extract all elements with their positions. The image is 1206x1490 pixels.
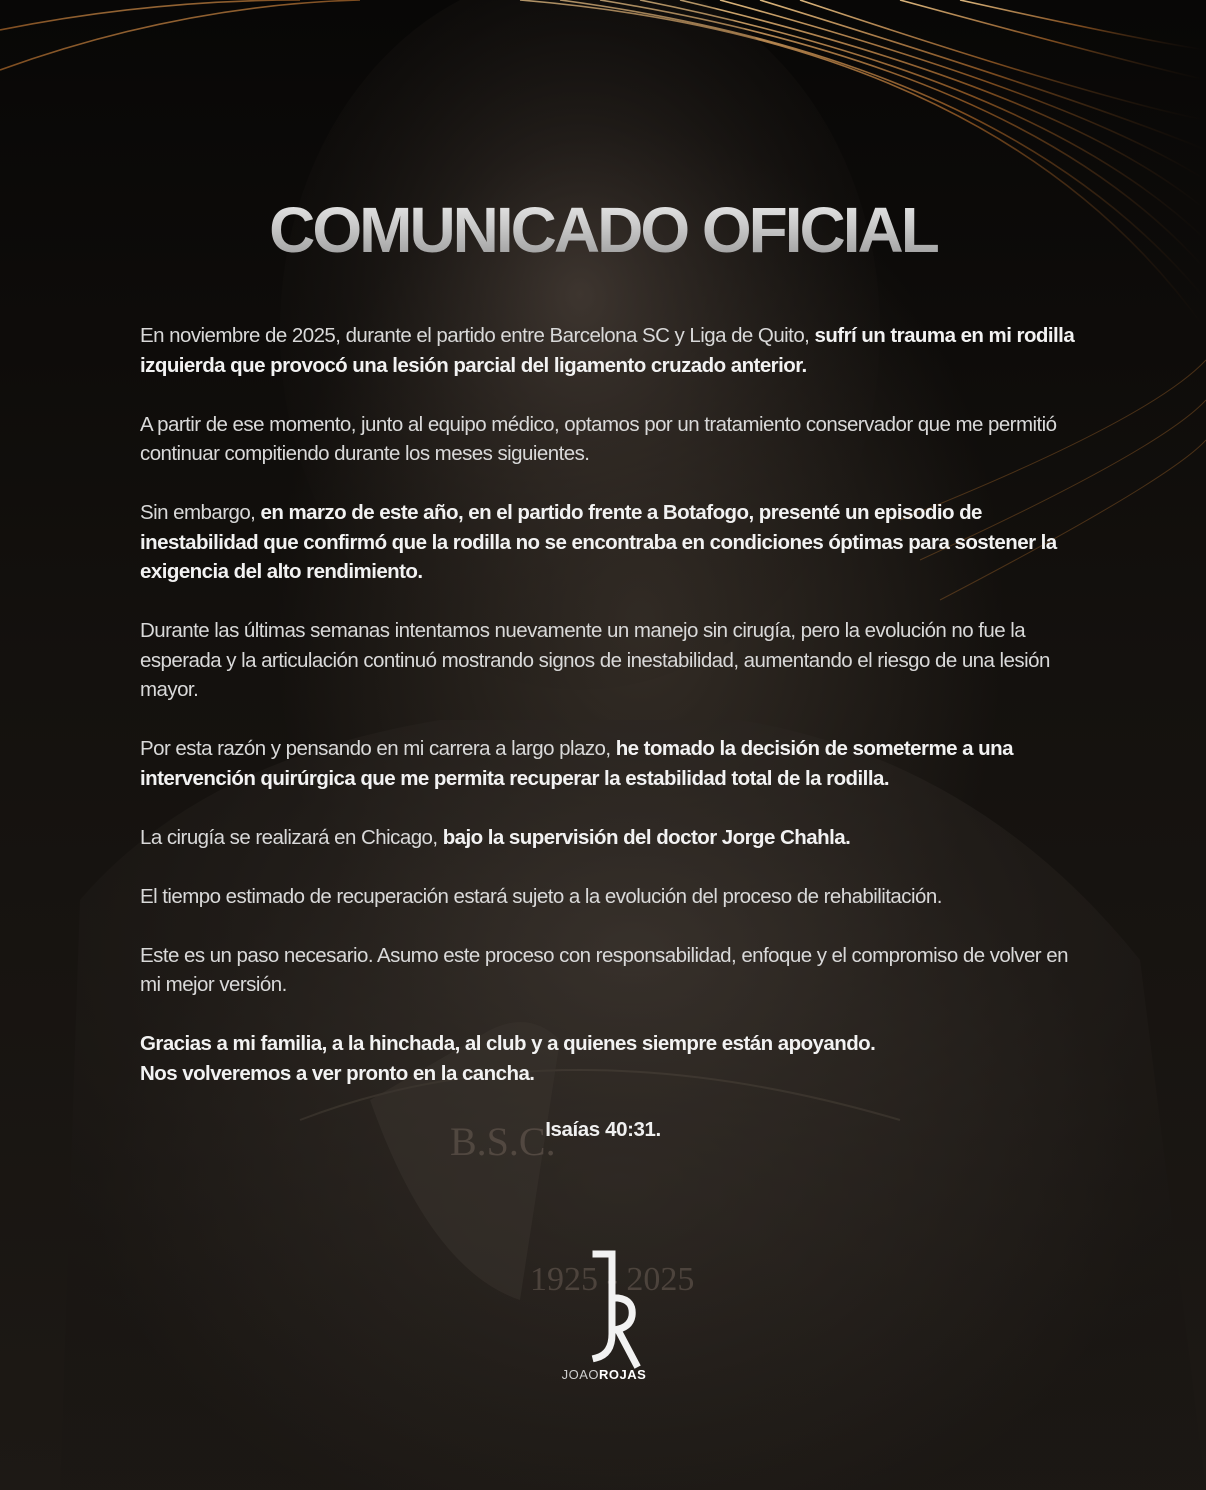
paragraph-text: El tiempo estimado de recuperación estará sujeto a la evolución del proceso de rehabilitación.	[140, 884, 942, 908]
statement-paragraph	[140, 882, 1080, 912]
emphasized-text: en marzo de este año, en el partido frente a Botafogo, presenté un episodio de inestabilidad que confirmó que la rodilla no se encontraba en condiciones óptimas para sostener la exigencia del alto rendimiento.	[140, 501, 1057, 583]
emphasized-text: sufrí un trauma en mi rodilla izquierda que provocó una lesión parcial del ligamento cruzado anterior.	[140, 324, 1075, 377]
paragraph-text: Sin embargo,	[140, 501, 261, 524]
statement-paragraph	[140, 1029, 1080, 1088]
logo-wordmark	[556, 1367, 652, 1382]
wordmark-first-name: JOAO	[561, 1367, 600, 1382]
paragraph-text: A partir de ese momento, junto al equipo médico, optamos por un tratamiento conservador que me permitió continuar compitiendo durante los meses siguientes.	[140, 412, 1057, 465]
wordmark-last-name: ROJAS	[599, 1367, 647, 1382]
statement-paragraph	[140, 616, 1080, 705]
paragraph-text: En noviembre de 2025, durante el partido entre Barcelona SC y Liga de Quito,	[140, 324, 815, 347]
paragraph-text: Durante las últimas semanas intentamos nuevamente un manejo sin cirugía, pero la evolución no fue la esperada y la articulación continuó mostrando signos de inestabilidad, aumentando el riesgo de una lesión mayor.	[140, 619, 1050, 701]
bible-verse: Isaías 40:31.	[545, 1118, 661, 1141]
paragraph-text: La cirugía se realizará en Chicago,	[140, 825, 443, 849]
jr-monogram-icon	[556, 1246, 652, 1386]
emphasized-text: Nos volveremos a ver pronto en la cancha.	[140, 1061, 535, 1085]
statement-paragraph	[140, 823, 1080, 853]
statement-paragraph	[140, 321, 1080, 380]
crest-years-text: 1925 - 2025	[530, 1261, 695, 1298]
emphasized-text: he tomado la decisión de someterme a una intervención quirúrgica que me permita recuperar la estabilidad total de la rodilla.	[140, 737, 1013, 790]
emphasized-text: Gracias a mi familia, a la hinchada, al club y a quienes siempre están apoyando.	[140, 1032, 876, 1055]
statement-paragraph	[140, 410, 1080, 469]
statement-paragraph	[140, 498, 1080, 587]
paragraph-text: Este es un paso necesario. Asumo este proceso con responsabilidad, enfoque y el compromiso de volver en mi mejor versión.	[140, 943, 1068, 996]
statement-body	[140, 321, 1080, 1088]
crest-letters-text: B.S.C.	[450, 1119, 556, 1164]
emphasized-text: bajo la supervisión del doctor Jorge Chahla.	[442, 825, 851, 849]
statement-paragraph	[140, 941, 1080, 1000]
statement-paragraph	[140, 734, 1080, 793]
paragraph-text: Por esta razón y pensando en mi carrera a largo plazo,	[140, 737, 616, 760]
page-title: COMUNICADO OFICIAL	[0, 190, 1206, 270]
